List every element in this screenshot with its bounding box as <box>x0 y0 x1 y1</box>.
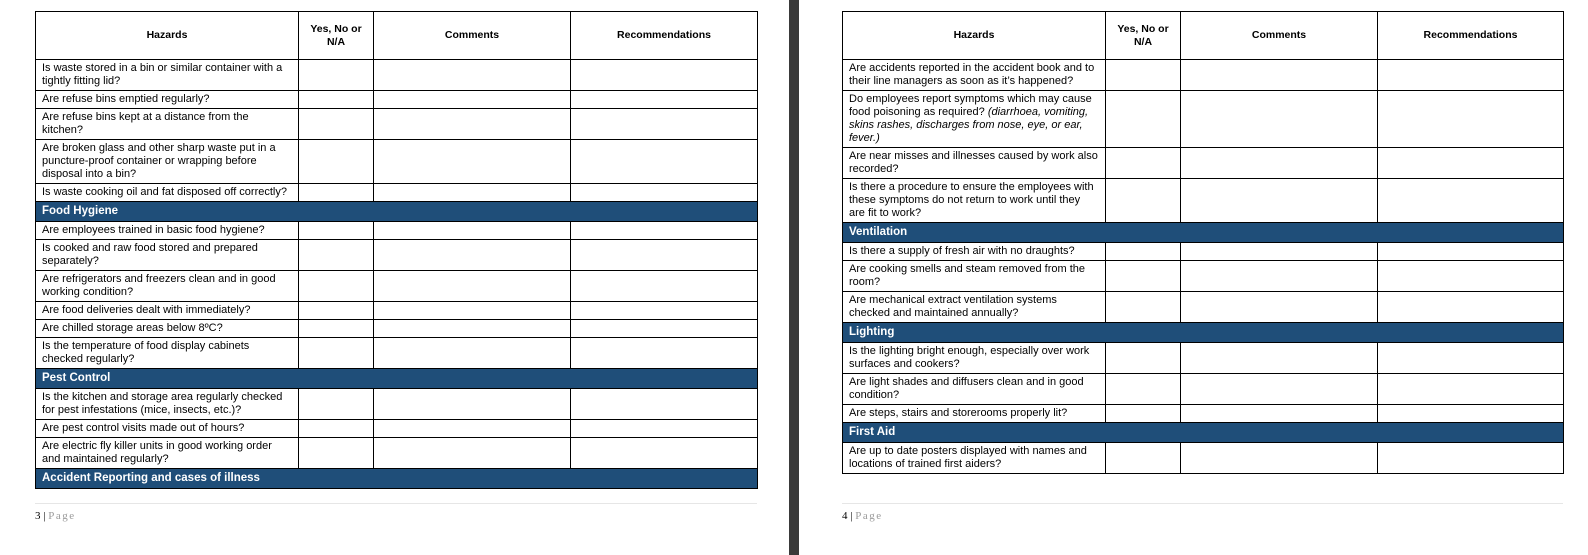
yes-no-cell[interactable] <box>1106 91 1181 148</box>
hazard-question-text: Is there a supply of fresh air with no draughts? <box>849 245 1075 257</box>
hazard-checklist-table <box>35 11 758 489</box>
table-row <box>843 261 1564 292</box>
hazard-question <box>843 91 1106 148</box>
table-row <box>843 148 1564 179</box>
hazard-question <box>36 302 299 320</box>
comments-cell[interactable] <box>1181 179 1378 223</box>
yes-no-cell[interactable] <box>1106 405 1181 423</box>
hazard-question <box>36 222 299 240</box>
hazard-question <box>843 243 1106 261</box>
hazard-question <box>36 338 299 369</box>
yes-no-cell[interactable] <box>299 240 374 271</box>
page-separator: | <box>850 510 853 522</box>
table-row <box>843 60 1564 91</box>
page-divider <box>789 0 799 555</box>
comments-cell[interactable] <box>374 184 571 202</box>
recommendations-cell[interactable] <box>1378 243 1564 261</box>
comments-cell[interactable] <box>374 222 571 240</box>
recommendations-cell[interactable] <box>571 140 758 184</box>
hazards-header: Hazards <box>843 12 1106 60</box>
page-label: Page <box>48 510 76 522</box>
comments-cell[interactable] <box>374 438 571 469</box>
page-number: 3 <box>35 510 41 522</box>
section-title: Pest Control <box>36 369 758 389</box>
yes-no-cell[interactable] <box>299 140 374 184</box>
recommendations-cell[interactable] <box>571 338 758 369</box>
hazard-question <box>843 443 1106 474</box>
hazards-header: Hazards <box>36 12 299 60</box>
hazard-question <box>36 91 299 109</box>
table-row <box>36 338 758 369</box>
recommendations-cell[interactable] <box>571 222 758 240</box>
recommendations-cell[interactable] <box>571 302 758 320</box>
yes-no-cell[interactable] <box>299 91 374 109</box>
section-title: Ventilation <box>843 223 1564 243</box>
comments-cell[interactable] <box>374 420 571 438</box>
comments-cell[interactable] <box>374 271 571 302</box>
recommendations-cell[interactable] <box>1378 405 1564 423</box>
hazard-question-text: Is the temperature of food display cabinets checked regularly? <box>42 340 250 365</box>
hazard-question <box>36 271 299 302</box>
hazard-question-note: (diarrhoea, vomiting, skins rashes, discharges from nose, eye, or ear, fever.) <box>849 106 1089 144</box>
hazard-question <box>36 60 299 91</box>
hazard-question-text: Are up to date posters displayed with names and locations of trained first aiders? <box>849 445 1087 470</box>
hazard-question <box>843 343 1106 374</box>
table-row <box>36 420 758 438</box>
table-header-row <box>843 12 1564 60</box>
yes-no-cell[interactable] <box>1106 243 1181 261</box>
table-row <box>36 320 758 338</box>
hazard-question <box>843 60 1106 91</box>
hazard-checklist-table <box>842 11 1564 474</box>
comments-cell[interactable] <box>1181 405 1378 423</box>
section-title: Lighting <box>843 323 1564 343</box>
table-row <box>36 140 758 184</box>
hazard-question-text: Are refuse bins emptied regularly? <box>42 93 210 105</box>
yes-no-header: Yes, No or N/A <box>1106 12 1181 60</box>
hazard-question-text: Are electric fly killer units in good working order and maintained regularly? <box>42 440 272 465</box>
table-row <box>36 271 758 302</box>
comments-cell[interactable] <box>1181 243 1378 261</box>
comments-cell[interactable] <box>374 60 571 91</box>
recommendations-cell[interactable] <box>1378 292 1564 323</box>
yes-no-cell[interactable] <box>299 60 374 91</box>
recommendations-cell[interactable] <box>1378 443 1564 474</box>
comments-cell[interactable] <box>374 338 571 369</box>
page-footer <box>842 510 883 522</box>
recommendations-cell[interactable] <box>571 109 758 140</box>
hazard-question <box>843 261 1106 292</box>
section-title: Food Hygiene <box>36 202 758 222</box>
yes-no-cell[interactable] <box>299 438 374 469</box>
recommendations-cell[interactable] <box>571 271 758 302</box>
yes-no-cell[interactable] <box>1106 374 1181 405</box>
hazard-question-text: Are near misses and illnesses caused by work also recorded? <box>849 150 1098 175</box>
comments-cell[interactable] <box>374 302 571 320</box>
table-row <box>36 184 758 202</box>
page-number: 4 <box>842 510 848 522</box>
yes-no-cell[interactable] <box>1106 261 1181 292</box>
table-row <box>843 374 1564 405</box>
comments-cell[interactable] <box>1181 443 1378 474</box>
hazard-question-text: Is waste stored in a bin or similar container with a tightly fitting lid? <box>42 62 283 87</box>
table-row <box>36 240 758 271</box>
table-row <box>36 222 758 240</box>
recommendations-header: Recommendations <box>1378 12 1564 60</box>
table-row <box>36 389 758 420</box>
section-header-row <box>36 469 758 489</box>
hazard-question <box>36 109 299 140</box>
recommendations-cell[interactable] <box>571 60 758 91</box>
hazard-question-text: Is waste cooking oil and fat disposed off correctly? <box>42 186 287 198</box>
yes-no-cell[interactable] <box>299 184 374 202</box>
hazard-question-text: Is there a procedure to ensure the employees with these symptoms do not return to work until they are fit to work? <box>849 181 1094 219</box>
hazard-question-text: Are steps, stairs and storerooms properly lit? <box>849 407 1068 419</box>
recommendations-cell[interactable] <box>571 438 758 469</box>
comments-cell[interactable] <box>374 91 571 109</box>
section-header-row <box>843 223 1564 243</box>
yes-no-cell[interactable] <box>299 420 374 438</box>
table-row <box>843 91 1564 148</box>
table-row <box>843 292 1564 323</box>
comments-cell[interactable] <box>374 389 571 420</box>
hazard-question-text: Are food deliveries dealt with immediately? <box>42 304 251 316</box>
section-title: Accident Reporting and cases of illness <box>36 469 758 489</box>
page-separator: | <box>43 510 46 522</box>
document-page-3 <box>0 0 789 555</box>
yes-no-cell[interactable] <box>299 302 374 320</box>
recommendations-cell[interactable] <box>571 240 758 271</box>
hazard-question <box>843 405 1106 423</box>
hazard-question-text: Is the kitchen and storage area regularly checked for pest infestations (mice, insects, etc.)? <box>42 391 283 416</box>
yes-no-cell[interactable] <box>1106 292 1181 323</box>
hazard-question <box>843 148 1106 179</box>
yes-no-header: Yes, No or N/A <box>299 12 374 60</box>
section-header-row <box>843 423 1564 443</box>
hazard-question-text: Are chilled storage areas below 8ºC? <box>42 322 223 334</box>
recommendations-cell[interactable] <box>1378 148 1564 179</box>
table-row <box>36 91 758 109</box>
recommendations-cell[interactable] <box>1378 374 1564 405</box>
recommendations-cell[interactable] <box>571 389 758 420</box>
comments-cell[interactable] <box>1181 91 1378 148</box>
comments-cell[interactable] <box>374 240 571 271</box>
table-body <box>843 60 1564 474</box>
comments-cell[interactable] <box>1181 292 1378 323</box>
recommendations-cell[interactable] <box>1378 60 1564 91</box>
hazard-question <box>843 374 1106 405</box>
recommendations-cell[interactable] <box>571 420 758 438</box>
hazard-question <box>36 420 299 438</box>
comments-cell[interactable] <box>374 109 571 140</box>
section-header-row <box>843 323 1564 343</box>
hazard-question-text: Are refuse bins kept at a distance from the kitchen? <box>42 111 249 136</box>
yes-no-cell[interactable] <box>299 109 374 140</box>
hazard-question <box>36 184 299 202</box>
hazard-question <box>36 389 299 420</box>
recommendations-cell[interactable] <box>1378 179 1564 223</box>
yes-no-cell[interactable] <box>1106 148 1181 179</box>
hazard-question-text: Is the lighting bright enough, especially over work surfaces and cookers? <box>849 345 1090 370</box>
yes-no-cell[interactable] <box>299 389 374 420</box>
footer-rule <box>842 503 1563 504</box>
table-row <box>36 438 758 469</box>
table-row <box>843 443 1564 474</box>
hazard-question <box>843 179 1106 223</box>
hazard-question-text: Are mechanical extract ventilation systems checked and maintained annually? <box>849 294 1057 319</box>
hazard-question-text: Do employees report symptoms which may cause food poisoning as required? <box>849 93 1092 118</box>
page-label: Page <box>855 510 883 522</box>
table-header-row <box>36 12 758 60</box>
yes-no-cell[interactable] <box>299 271 374 302</box>
table-body <box>36 60 758 489</box>
yes-no-cell[interactable] <box>299 320 374 338</box>
table-row <box>36 302 758 320</box>
yes-no-cell[interactable] <box>299 222 374 240</box>
hazard-question-text: Are broken glass and other sharp waste put in a puncture-proof container or wrapping before disposal into a bin? <box>42 142 276 180</box>
hazard-question <box>36 438 299 469</box>
hazard-question-text: Are refrigerators and freezers clean and in good working condition? <box>42 273 276 298</box>
hazard-question-text: Are light shades and diffusers clean and in good condition? <box>849 376 1084 401</box>
hazard-question-text: Are accidents reported in the accident book and to their line managers as soon as it’s happened? <box>849 62 1095 87</box>
comments-cell[interactable] <box>1181 148 1378 179</box>
hazard-question <box>36 240 299 271</box>
recommendations-header: Recommendations <box>571 12 758 60</box>
hazard-question <box>843 292 1106 323</box>
comments-cell[interactable] <box>374 140 571 184</box>
yes-no-cell[interactable] <box>1106 60 1181 91</box>
recommendations-cell[interactable] <box>1378 261 1564 292</box>
hazard-question <box>36 320 299 338</box>
section-header-row <box>36 202 758 222</box>
recommendations-cell[interactable] <box>571 91 758 109</box>
yes-no-cell[interactable] <box>1106 443 1181 474</box>
comments-cell[interactable] <box>1181 374 1378 405</box>
hazard-question-text: Is cooked and raw food stored and prepared separately? <box>42 242 258 267</box>
recommendations-cell[interactable] <box>1378 91 1564 148</box>
footer-rule <box>35 503 757 504</box>
table-row <box>843 343 1564 374</box>
comments-cell[interactable] <box>1181 343 1378 374</box>
recommendations-cell[interactable] <box>571 320 758 338</box>
page-footer <box>35 510 76 522</box>
comments-cell[interactable] <box>1181 261 1378 292</box>
recommendations-cell[interactable] <box>1378 343 1564 374</box>
hazard-question <box>36 140 299 184</box>
table-row <box>843 405 1564 423</box>
section-header-row <box>36 369 758 389</box>
comments-header: Comments <box>374 12 571 60</box>
hazard-question-text: Are pest control visits made out of hours? <box>42 422 245 434</box>
section-title: First Aid <box>843 423 1564 443</box>
comments-cell[interactable] <box>1181 60 1378 91</box>
document-page-4 <box>799 0 1588 555</box>
table-row <box>843 243 1564 261</box>
comments-cell[interactable] <box>374 320 571 338</box>
recommendations-cell[interactable] <box>571 184 758 202</box>
yes-no-cell[interactable] <box>299 338 374 369</box>
yes-no-cell[interactable] <box>1106 179 1181 223</box>
hazard-question-text: Are cooking smells and steam removed from the room? <box>849 263 1085 288</box>
hazard-question-text: Are employees trained in basic food hygiene? <box>42 224 265 236</box>
yes-no-cell[interactable] <box>1106 343 1181 374</box>
table-row <box>36 109 758 140</box>
comments-header: Comments <box>1181 12 1378 60</box>
table-row <box>36 60 758 91</box>
table-row <box>843 179 1564 223</box>
